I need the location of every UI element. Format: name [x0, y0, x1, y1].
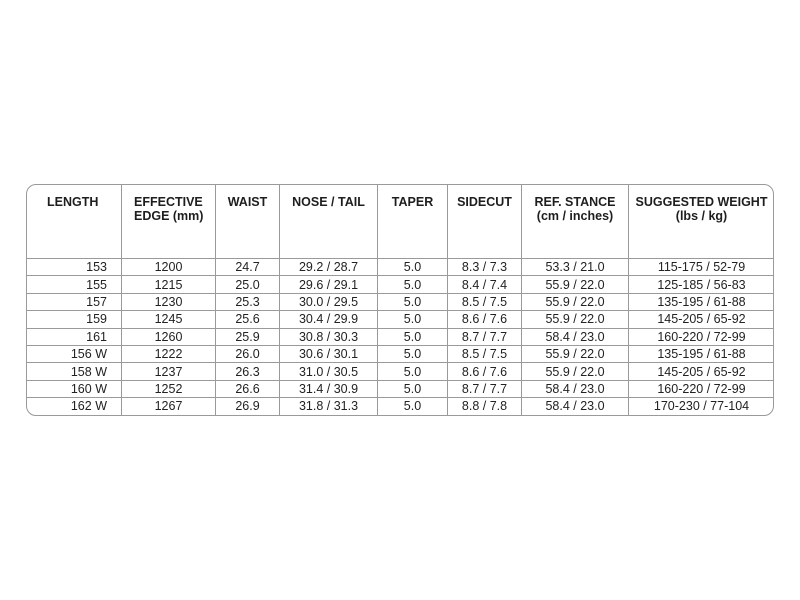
header-length — [27, 185, 122, 259]
cell-taper: 5.0 — [378, 398, 448, 415]
cell-nose-tail: 31.0 / 30.5 — [280, 363, 378, 380]
header-sidecut — [448, 185, 522, 259]
cell-waist: 26.0 — [216, 345, 280, 362]
header-waist — [216, 185, 280, 259]
header-label: WAIST — [227, 195, 268, 209]
cell-suggested-weight: 160-220 / 72-99 — [629, 328, 775, 345]
cell-effective-edge: 1200 — [122, 259, 216, 276]
cell-length: 155 — [27, 276, 122, 293]
header-taper — [378, 185, 448, 259]
header-row — [27, 185, 775, 259]
cell-suggested-weight: 135-195 / 61-88 — [629, 345, 775, 362]
header-label: EFFECTIVE — [134, 195, 203, 209]
cell-nose-tail: 30.0 / 29.5 — [280, 293, 378, 310]
header-label: SIDECUT — [457, 195, 512, 209]
cell-sidecut: 8.5 / 7.5 — [448, 345, 522, 362]
header-sublabel: (cm / inches) — [536, 209, 614, 223]
header-nose-tail — [280, 185, 378, 259]
cell-suggested-weight: 170-230 / 77-104 — [629, 398, 775, 415]
cell-sidecut: 8.7 / 7.7 — [448, 380, 522, 397]
cell-waist: 26.3 — [216, 363, 280, 380]
cell-ref-stance: 53.3 / 21.0 — [522, 259, 629, 276]
cell-effective-edge: 1260 — [122, 328, 216, 345]
table-row — [27, 311, 775, 328]
cell-nose-tail: 31.4 / 30.9 — [280, 380, 378, 397]
table-row — [27, 345, 775, 362]
cell-effective-edge: 1267 — [122, 398, 216, 415]
cell-taper: 5.0 — [378, 363, 448, 380]
cell-taper: 5.0 — [378, 311, 448, 328]
cell-length: 153 — [27, 259, 122, 276]
table-row — [27, 259, 775, 276]
header-label: NOSE / TAIL — [292, 195, 365, 209]
cell-taper: 5.0 — [378, 380, 448, 397]
cell-waist: 25.6 — [216, 311, 280, 328]
cell-length: 157 — [27, 293, 122, 310]
cell-length: 161 — [27, 328, 122, 345]
cell-taper: 5.0 — [378, 259, 448, 276]
spec-table — [26, 184, 774, 416]
cell-effective-edge: 1230 — [122, 293, 216, 310]
header-sublabel: (lbs / kg) — [675, 209, 728, 223]
cell-taper: 5.0 — [378, 345, 448, 362]
cell-waist: 25.9 — [216, 328, 280, 345]
cell-nose-tail: 31.8 / 31.3 — [280, 398, 378, 415]
cell-nose-tail: 30.8 / 30.3 — [280, 328, 378, 345]
cell-effective-edge: 1215 — [122, 276, 216, 293]
header-suggested-weight — [629, 185, 775, 259]
cell-length: 159 — [27, 311, 122, 328]
cell-effective-edge: 1222 — [122, 345, 216, 362]
spec-table-body — [27, 259, 775, 416]
cell-waist: 26.9 — [216, 398, 280, 415]
table-row — [27, 276, 775, 293]
cell-waist: 24.7 — [216, 259, 280, 276]
cell-sidecut: 8.6 / 7.6 — [448, 363, 522, 380]
spec-table-container — [26, 184, 774, 416]
cell-suggested-weight: 160-220 / 72-99 — [629, 380, 775, 397]
cell-nose-tail: 29.6 / 29.1 — [280, 276, 378, 293]
table-row — [27, 293, 775, 310]
table-row — [27, 363, 775, 380]
header-sublabel: EDGE (mm) — [134, 209, 204, 223]
cell-suggested-weight: 145-205 / 65-92 — [629, 363, 775, 380]
cell-nose-tail: 29.2 / 28.7 — [280, 259, 378, 276]
cell-suggested-weight: 125-185 / 56-83 — [629, 276, 775, 293]
header-label: LENGTH — [47, 195, 99, 209]
table-row — [27, 328, 775, 345]
cell-sidecut: 8.4 / 7.4 — [448, 276, 522, 293]
cell-ref-stance: 55.9 / 22.0 — [522, 311, 629, 328]
header-ref-stance — [522, 185, 629, 259]
cell-ref-stance: 55.9 / 22.0 — [522, 276, 629, 293]
cell-waist: 26.6 — [216, 380, 280, 397]
cell-length: 156 W — [27, 345, 122, 362]
cell-ref-stance: 55.9 / 22.0 — [522, 363, 629, 380]
cell-waist: 25.3 — [216, 293, 280, 310]
header-label: SUGGESTED WEIGHT — [635, 195, 768, 209]
header-label: REF. STANCE — [534, 195, 616, 209]
table-row — [27, 380, 775, 397]
cell-ref-stance: 58.4 / 23.0 — [522, 398, 629, 415]
cell-suggested-weight: 145-205 / 65-92 — [629, 311, 775, 328]
cell-length: 160 W — [27, 380, 122, 397]
cell-effective-edge: 1237 — [122, 363, 216, 380]
cell-suggested-weight: 115-175 / 52-79 — [629, 259, 775, 276]
cell-taper: 5.0 — [378, 293, 448, 310]
cell-effective-edge: 1252 — [122, 380, 216, 397]
cell-sidecut: 8.5 / 7.5 — [448, 293, 522, 310]
cell-waist: 25.0 — [216, 276, 280, 293]
cell-taper: 5.0 — [378, 276, 448, 293]
header-effective-edge — [122, 185, 216, 259]
cell-sidecut: 8.7 / 7.7 — [448, 328, 522, 345]
table-row — [27, 398, 775, 415]
cell-nose-tail: 30.4 / 29.9 — [280, 311, 378, 328]
cell-ref-stance: 58.4 / 23.0 — [522, 328, 629, 345]
cell-ref-stance: 58.4 / 23.0 — [522, 380, 629, 397]
cell-nose-tail: 30.6 / 30.1 — [280, 345, 378, 362]
cell-taper: 5.0 — [378, 328, 448, 345]
cell-ref-stance: 55.9 / 22.0 — [522, 345, 629, 362]
cell-suggested-weight: 135-195 / 61-88 — [629, 293, 775, 310]
cell-ref-stance: 55.9 / 22.0 — [522, 293, 629, 310]
cell-length: 162 W — [27, 398, 122, 415]
cell-sidecut: 8.3 / 7.3 — [448, 259, 522, 276]
cell-sidecut: 8.6 / 7.6 — [448, 311, 522, 328]
cell-sidecut: 8.8 / 7.8 — [448, 398, 522, 415]
header-label: TAPER — [391, 195, 434, 209]
cell-effective-edge: 1245 — [122, 311, 216, 328]
cell-length: 158 W — [27, 363, 122, 380]
